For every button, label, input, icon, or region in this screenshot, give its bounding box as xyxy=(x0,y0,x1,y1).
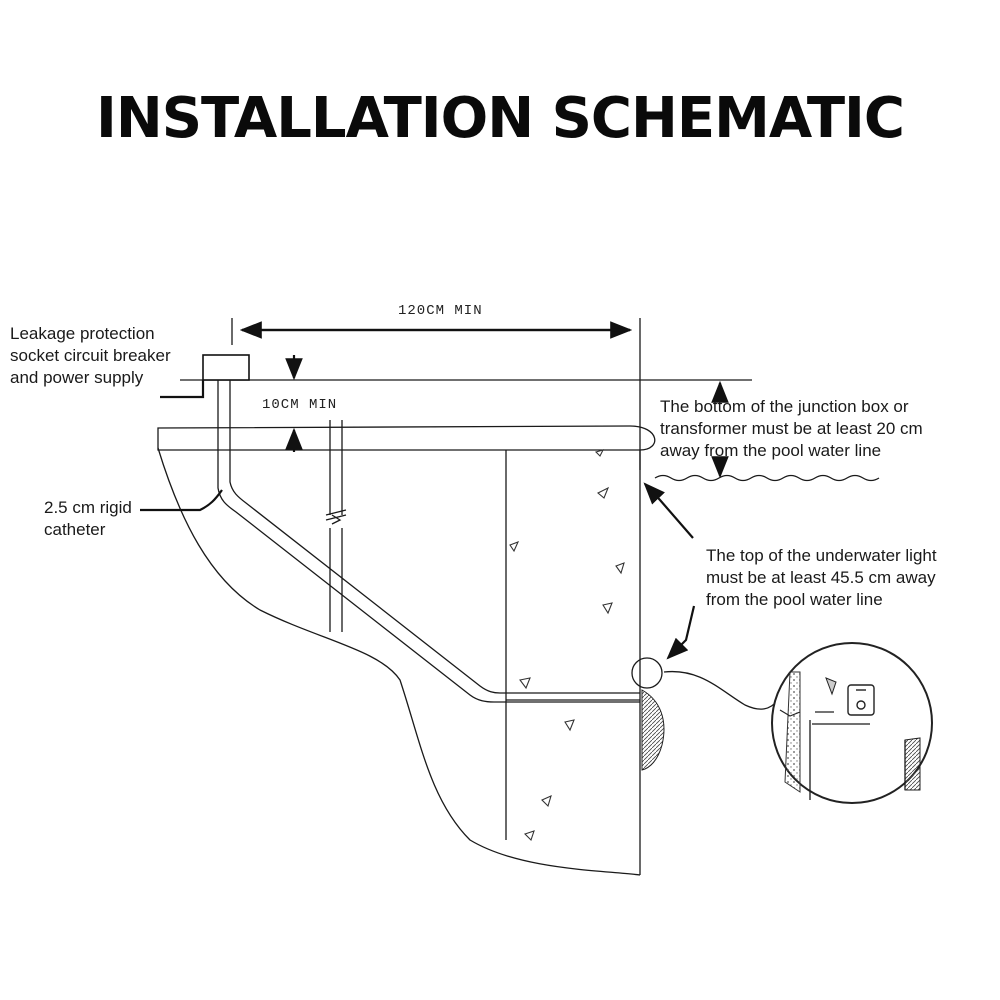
junction-box-note: The bottom of the junction box or transformer must be at least 20 cm away from the pool water line xyxy=(660,397,923,460)
pool-water-line xyxy=(655,476,879,481)
light-leader xyxy=(668,606,694,658)
junction-box xyxy=(203,355,249,380)
width-dimension-label: 120CM MIN xyxy=(398,303,483,319)
secondary-conduit xyxy=(326,420,346,632)
page-title: INSTALLATION SCHEMATIC xyxy=(96,86,904,151)
ground-outline xyxy=(158,448,640,875)
underwater-light-circle xyxy=(632,658,662,688)
rigid-catheter xyxy=(218,380,640,702)
underwater-light-note: The top of the underwater light must be at least 45.5 cm away from the pool water line xyxy=(706,546,937,609)
catheter-label: 2.5 cm rigid catheter xyxy=(44,498,132,539)
leakage-protection-label: Leakage protection socket circuit breaker and power supply xyxy=(10,324,171,387)
pool-deck xyxy=(158,426,655,450)
catheter-leader xyxy=(140,490,222,510)
detail-magnifier xyxy=(772,643,932,803)
light-niche xyxy=(642,690,664,770)
concrete-aggregate xyxy=(510,450,624,840)
light-cable xyxy=(664,672,778,710)
waterline-leader xyxy=(645,484,693,538)
height-dimension-label: 10CM MIN xyxy=(262,397,338,413)
